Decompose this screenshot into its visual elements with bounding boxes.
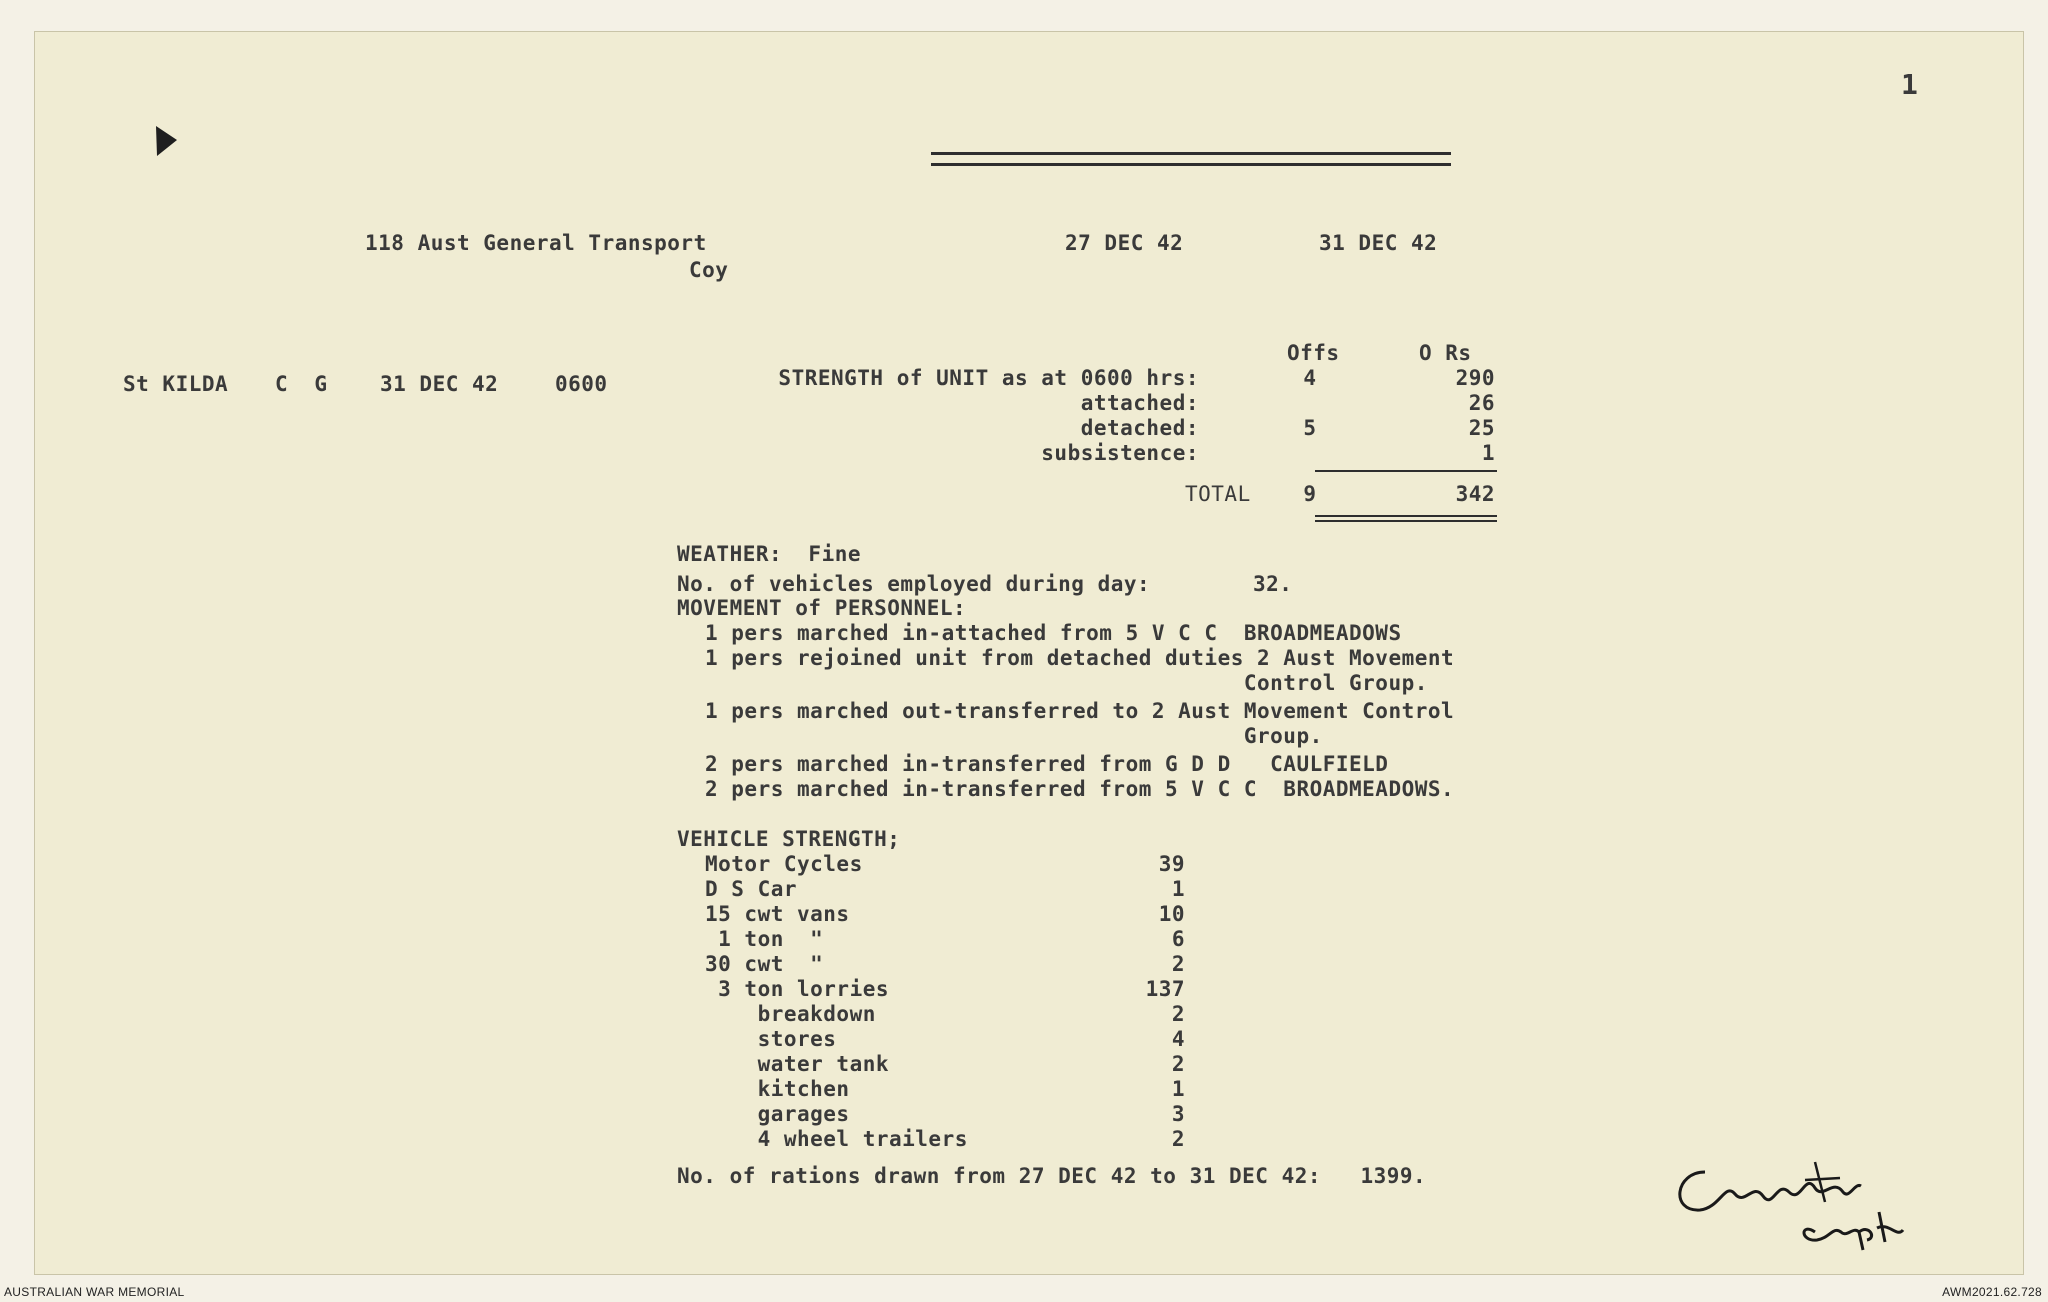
vehicle-count: 1 [1171,1077,1185,1101]
document-page [34,31,2024,1275]
total-offs: 9 [1303,482,1317,506]
entry-place: St KILDA [123,372,229,396]
rations-line: No. of rations drawn from 27 DEC 42 to 31 DEC 42: 1399. [677,1164,1427,1188]
detached-offs: 5 [1303,416,1317,440]
date-to: 31 DEC 42 [1319,231,1438,255]
handwritten-signature [1665,1142,1965,1252]
entry-date: 31 DEC 42 [380,372,499,396]
vehicle-label: 15 cwt vans [705,902,850,926]
total-ors: 342 [1455,482,1495,506]
vehicle-count: 1 [1171,877,1185,901]
vehicle-label: 1 ton " [705,927,824,951]
movement-line: Control Group. [705,671,1428,695]
vehicle-count: 137 [1145,977,1185,1001]
strength-label: STRENGTH of UNIT as at 0600 hrs: [778,366,1199,390]
page-number: 1 [1901,68,1919,101]
weather: WEATHER: Fine [677,542,862,566]
vehicle-count: 6 [1171,927,1185,951]
unit-name-line2: Coy [689,258,729,282]
movement-heading: MOVEMENT of PERSONNEL: [677,596,967,620]
vehicle-strength-heading: VEHICLE STRENGTH; [677,827,901,851]
entry-time: 0600 [555,372,608,396]
vehicle-label: stores [705,1027,837,1051]
vehicle-label: Motor Cycles [705,852,863,876]
vehicle-count: 3 [1171,1102,1185,1126]
vehicle-strength-table [705,852,1225,1162]
attached-label: attached: [1080,391,1199,415]
header-rule-bottom [931,163,1451,166]
vehicle-label: garages [705,1102,850,1126]
attached-ors: 26 [1468,391,1495,415]
col-offs-header: Offs [1287,341,1340,365]
total-label: TOTAL [1185,482,1251,506]
movement-line: 1 pers marched out-transferred to 2 Aust Movement Control [705,699,1455,723]
vehicles-employed-label: No. of vehicles employed during day: [677,572,1151,596]
vehicle-label: D S Car [705,877,798,901]
vehicle-count: 2 [1171,952,1185,976]
vehicle-label: 4 wheel trailers [705,1127,968,1151]
vehicle-count: 2 [1171,1002,1185,1026]
col-ors-header: O Rs [1419,341,1472,365]
detached-label: detached: [1080,416,1199,440]
subsistence-ors: 1 [1481,441,1495,465]
vehicle-count: 10 [1158,902,1185,926]
movement-line: 2 pers marched in-transferred from G D D CAULFIELD [705,752,1389,776]
vehicles-employed-value: 32. [1253,572,1293,596]
strength-ors: 290 [1455,366,1495,390]
total-rule-top [1315,470,1497,472]
unit-name: 118 Aust General Transport [365,231,707,255]
vehicle-label: 3 ton lorries [705,977,890,1001]
detached-ors: 25 [1468,416,1495,440]
footer-right: AWM2021.62.728 [1942,1285,2042,1299]
strength-offs: 4 [1303,366,1317,390]
movement-line: 2 pers marched in-transferred from 5 V C C BROADMEADOWS. [705,777,1455,801]
vehicle-count: 4 [1171,1027,1185,1051]
vehicle-label: 30 cwt " [705,952,824,976]
footer-left: AUSTRALIAN WAR MEMORIAL [4,1285,185,1299]
movement-line: 1 pers rejoined unit from detached duties 2 Aust Movement [705,646,1455,670]
punch-hole-mark [153,124,181,158]
vehicle-count: 39 [1158,852,1185,876]
entry-ref: C G [275,372,328,396]
date-from: 27 DEC 42 [1065,231,1184,255]
subsistence-label: subsistence: [1041,441,1199,465]
header-rule-top [931,152,1451,155]
vehicle-label: breakdown [705,1002,876,1026]
movement-line: 1 pers marched in-attached from 5 V C C BROADMEADOWS [705,621,1402,645]
vehicle-label: water tank [705,1052,890,1076]
vehicle-label: kitchen [705,1077,850,1101]
total-rule-double-a [1315,515,1497,517]
vehicle-count: 2 [1171,1127,1185,1151]
total-rule-double-b [1315,520,1497,522]
movement-line: Group. [705,724,1323,748]
vehicle-count: 2 [1171,1052,1185,1076]
signature-scrawl [1665,1142,1965,1252]
